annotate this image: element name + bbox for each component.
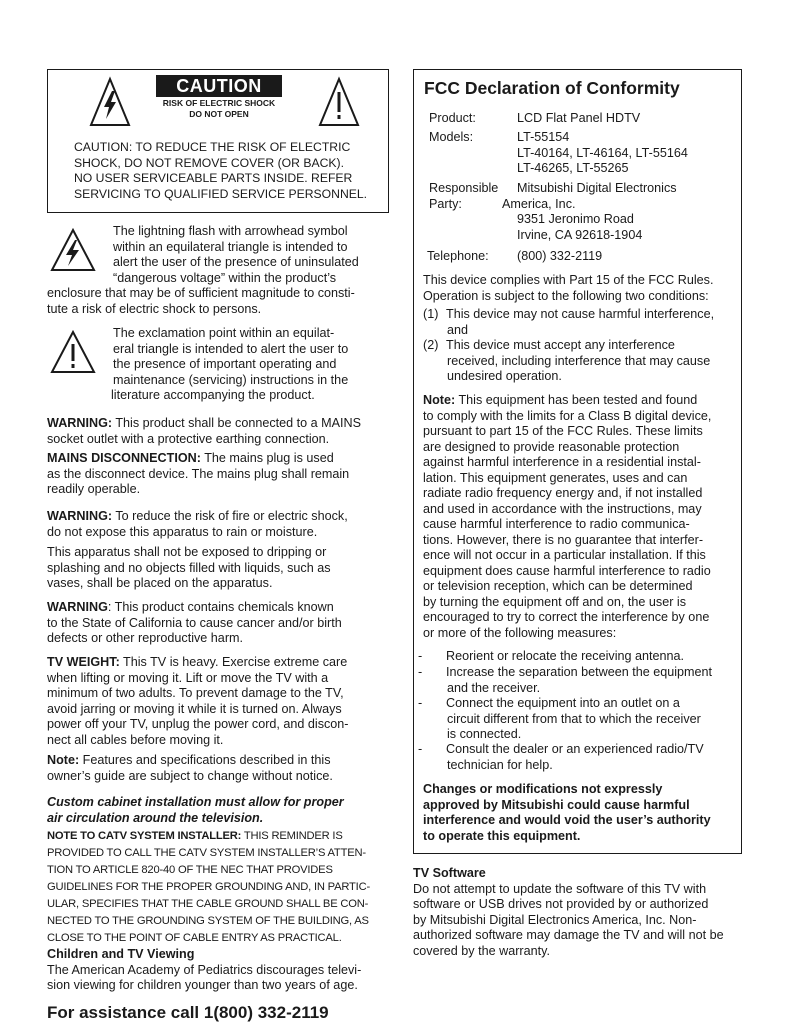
text-line: : This product contains chemicals known xyxy=(107,600,334,614)
text-line: software or USB drives not provided by or authorized xyxy=(413,897,709,911)
product-label: Product: xyxy=(429,111,476,125)
warning-fire xyxy=(47,509,392,540)
label-line: Responsible xyxy=(429,181,499,195)
warning-label: WARNING: xyxy=(47,509,113,523)
text-line: by turning the equipment off and on, the user is xyxy=(423,594,687,609)
model-line: LT-46265, LT-55265 xyxy=(517,161,629,175)
text-line: to comply with the limits for a Class B digital device, xyxy=(423,408,712,423)
exclamation-triangle-icon xyxy=(318,76,360,128)
text-line: radiate radio frequency energy and, if not installed xyxy=(423,486,703,500)
text-line: nect all cables before moving it. xyxy=(47,732,224,747)
text-line: by Mitsubishi Digital Electronics America, Inc. Non- xyxy=(413,912,697,927)
caution-line: SERVICING TO QUALIFIED SERVICE PERSONNEL. xyxy=(74,186,368,201)
text-line: are designed to provide reasonable protection xyxy=(423,439,680,454)
text-line: This TV is heavy. Exercise extreme care xyxy=(119,655,348,669)
caution-box xyxy=(47,69,389,213)
address-line: America, Inc. xyxy=(502,196,576,211)
text-line: the presence of important operating and xyxy=(113,357,337,371)
text-line: power off your TV, unplug the power cord, and discon- xyxy=(47,717,349,731)
text-line: covered by the warranty. xyxy=(413,943,550,958)
text-line: lation. This equipment generates, uses and can xyxy=(423,470,688,485)
note-label: Note: xyxy=(423,393,456,407)
text-line: Operation is subject to the following two conditions: xyxy=(423,288,709,303)
measure-dash: - xyxy=(418,742,423,756)
text-line: minimum of two adults. To prevent damage to the TV, xyxy=(47,686,344,700)
note xyxy=(47,753,392,784)
text-line: This device complies with Part 15 of the FCC Rules. xyxy=(423,273,714,287)
text-line: socket outlet with a protective earthing connection. xyxy=(47,431,330,446)
text-line: Consult the dealer or an experienced radio/TV xyxy=(446,742,704,756)
text-line: “dangerous voltage” within the product’s xyxy=(113,270,337,285)
measure-4 xyxy=(446,742,738,773)
text-line: This product shall be connected to a MAINS xyxy=(112,416,362,430)
note-label: Note: xyxy=(47,753,80,767)
text-line: This equipment has been tested and found xyxy=(455,393,698,407)
text-line: cause harmful interference to radio communica- xyxy=(423,517,690,531)
text-line: circuit different from that to which the receiver xyxy=(447,711,701,726)
text-line: equipment does cause harmful interference to radio xyxy=(423,563,711,578)
text-line: technician for help. xyxy=(447,757,553,772)
text-line: CLOSE TO THE POINT OF CABLE ENTRY AS PRACTICAL. xyxy=(47,932,342,944)
text-line: tute a risk of electric shock to persons. xyxy=(47,301,262,316)
section-heading: Children and TV Viewing xyxy=(47,947,195,961)
text-line: to operate this equipment. xyxy=(423,828,581,843)
text-line: Connect the equipment into an outlet on a xyxy=(446,696,680,710)
text-line: Changes or modifications not expressly xyxy=(423,782,663,796)
telephone-label: Telephone: xyxy=(427,249,489,263)
text-line: readily operable. xyxy=(47,482,141,496)
text-line: NECTED TO THE GROUNDING SYSTEM OF THE BUILDING, AS xyxy=(47,915,369,927)
custom-cabinet-notice xyxy=(47,795,392,826)
text-line: splashing and no objects filled with liquids, such as xyxy=(47,560,331,575)
measure-2 xyxy=(446,665,738,696)
text-line: pursuant to part 15 of the FCC Rules. These limits xyxy=(423,424,703,438)
warning-label: WARNING: xyxy=(47,416,113,430)
caution-line: SHOCK, DO NOT REMOVE COVER (OR BACK). xyxy=(74,155,344,170)
text-line: Do not attempt to update the software of this TV with xyxy=(413,881,707,896)
apparatus-notice xyxy=(47,545,392,592)
tv-software xyxy=(413,866,753,959)
warning-label: WARNING xyxy=(47,600,108,614)
text-line: enclosure that may be of sufficient magnitude to consti- xyxy=(47,286,355,300)
tv-weight xyxy=(47,655,392,748)
lightning-triangle-icon xyxy=(89,76,131,128)
text-line: when lifting or moving it. Lift or move the TV with a xyxy=(47,670,329,685)
assistance-phone: For assistance call 1(800) 332-2119 xyxy=(47,1003,329,1022)
section-heading: TV Software xyxy=(413,866,486,880)
tv-weight-label: TV WEIGHT: xyxy=(47,655,120,669)
measure-dash: - xyxy=(418,665,423,679)
text-line: within an equilateral triangle is intended to xyxy=(113,239,348,254)
fcc-compliance xyxy=(423,273,741,304)
text-line: The exclamation point within an equilat- xyxy=(113,326,335,340)
text-line: Features and specifications described in this xyxy=(79,753,331,767)
text-line: or more of the following measures: xyxy=(423,625,617,640)
lightning-triangle-icon xyxy=(50,228,96,272)
condition-2-number: (2) xyxy=(423,338,439,352)
condition-1 xyxy=(446,307,736,338)
text-line: The mains plug is used xyxy=(200,451,334,465)
text-line: is connected. xyxy=(447,727,522,741)
text-line: To reduce the risk of fire or electric shock, xyxy=(112,509,348,523)
catv-installer-note xyxy=(47,828,392,947)
measure-dash: - xyxy=(418,649,423,663)
text-line: GUIDELINES FOR THE PROPER GROUNDING AND, IN PARTIC- xyxy=(47,881,370,893)
condition-2 xyxy=(446,338,736,385)
text-line: This device must accept any interference xyxy=(446,338,675,352)
caution-subtitle xyxy=(156,98,282,120)
fcc-declaration-box xyxy=(413,69,742,854)
text-line: alert the user of the presence of uninsulated xyxy=(113,255,359,269)
catv-label: NOTE TO CATV SYSTEM INSTALLER: xyxy=(47,830,242,842)
responsible-value: Mitsubishi Digital Electronics xyxy=(517,181,677,195)
text-line: or television reception, which can be determined xyxy=(423,579,693,593)
text-line: sion viewing for children younger than two years of age. xyxy=(47,978,358,992)
lightning-text xyxy=(113,224,383,286)
text-line: encouraged to try to correct the interference by one xyxy=(423,610,710,624)
text-line: received, including interference that may cause xyxy=(447,353,711,368)
fcc-title: FCC Declaration of Conformity xyxy=(424,78,680,98)
fcc-changes-warning xyxy=(423,782,741,844)
telephone-value: (800) 332-2119 xyxy=(517,249,603,263)
text-line: ence will not occur in a particular installation. If this xyxy=(423,548,706,562)
exclamation-triangle-icon xyxy=(50,330,96,374)
text-line: undesired operation. xyxy=(447,369,562,383)
text-line: vases, shall be placed on the apparatus. xyxy=(47,576,273,590)
caution-title: CAUTION xyxy=(156,75,282,97)
lightning-text-continued xyxy=(47,286,387,317)
caution-line: CAUTION: TO REDUCE THE RISK OF ELECTRIC xyxy=(74,140,351,154)
text-line: defects or other reproductive harm. xyxy=(47,631,243,645)
text-line: do not expose this apparatus to rain or moisture. xyxy=(47,524,318,539)
product-value: LCD Flat Panel HDTV xyxy=(517,111,641,125)
fcc-note xyxy=(423,393,741,641)
text-line: to the State of California to cause cancer and/or birth xyxy=(47,615,342,630)
measure-dash: - xyxy=(418,696,423,710)
text-line: THIS REMINDER IS xyxy=(241,830,343,842)
text-line: air circulation around the television. xyxy=(47,810,264,825)
responsible-address xyxy=(502,197,642,244)
text-line: This device may not cause harmful interference, xyxy=(446,307,715,321)
text-line: interference and would void the user’s authority xyxy=(423,813,711,827)
caution-subtitle-line: DO NOT OPEN xyxy=(189,109,249,119)
text-line: literature accompanying the product. xyxy=(111,388,315,402)
text-line: and used in accordance with the instructions, may xyxy=(423,501,702,516)
text-line: authorized software may damage the TV and will not be xyxy=(413,928,724,942)
mains-disconnection-label: MAINS DISCONNECTION: xyxy=(47,451,201,465)
text-line: maintenance (servicing) instructions in the xyxy=(113,372,349,387)
text-line: and xyxy=(447,322,469,337)
children-tv-viewing xyxy=(47,947,392,994)
caution-subtitle-line: RISK OF ELECTRIC SHOCK xyxy=(162,98,276,108)
text-line: eral triangle is intended to alert the user to xyxy=(113,341,349,356)
mains-disconnection xyxy=(47,451,392,498)
models-label: Models: xyxy=(429,130,474,144)
text-line: owner’s guide are subject to change without notice. xyxy=(47,768,333,783)
text-line: avoid jarring or moving it while it is turned on. Always xyxy=(47,701,342,716)
address-line: Irvine, CA 92618-1904 xyxy=(517,227,643,242)
caution-text xyxy=(74,140,384,202)
measure-3 xyxy=(446,696,738,743)
text-line: The American Academy of Pediatrics discourages televi- xyxy=(47,962,362,977)
model-line: LT-55154 xyxy=(517,130,570,144)
text-line: The lightning flash with arrowhead symbol xyxy=(113,224,348,238)
text-line: approved by Mitsubishi could cause harmful xyxy=(423,797,690,812)
text-line: TION TO ARTICLE 820-40 OF THE NEC THAT PROVIDES xyxy=(47,864,333,876)
exclamation-text xyxy=(113,326,383,404)
caution-line: NO USER SERVICEABLE PARTS INSIDE. REFER xyxy=(74,171,353,186)
responsible-label xyxy=(429,181,498,212)
text-line: and the receiver. xyxy=(447,680,541,695)
text-line: Increase the separation between the equipment xyxy=(446,665,713,679)
text-line: This apparatus shall not be exposed to dripping or xyxy=(47,545,327,559)
text-line: ULAR, SPECIFIES THAT THE CABLE GROUND SHALL BE CON- xyxy=(47,898,369,910)
models-value xyxy=(517,130,688,177)
warning-mains xyxy=(47,416,392,447)
measure-1: Reorient or relocate the receiving antenna. xyxy=(446,649,685,663)
text-line: as the disconnect device. The mains plug shall remain xyxy=(47,466,350,481)
text-line: tions. However, there is no guarantee that interfer- xyxy=(423,532,704,547)
text-line: against harmful interference in a residential instal- xyxy=(423,455,701,469)
text-line: PROVIDED TO CALL THE CATV SYSTEM INSTALLER’S ATTEN- xyxy=(47,847,366,859)
address-line: 9351 Jeronimo Road xyxy=(517,212,634,226)
model-line: LT-40164, LT-46164, LT-55164 xyxy=(517,145,688,160)
text-line: Custom cabinet installation must allow for proper xyxy=(47,795,344,809)
label-line: Party: xyxy=(429,196,462,211)
condition-1-number: (1) xyxy=(423,307,439,321)
warning-chemicals xyxy=(47,600,392,647)
